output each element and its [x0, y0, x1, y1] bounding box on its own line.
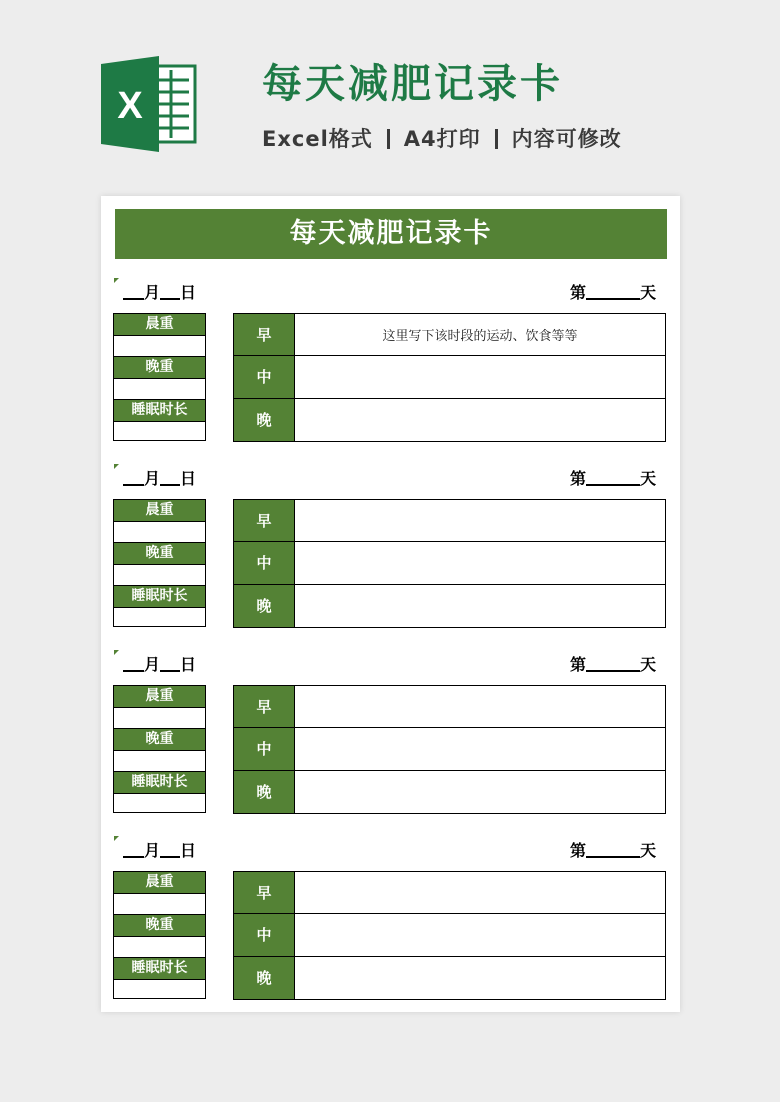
meal-row	[234, 771, 665, 813]
day-suffix: 天	[639, 283, 656, 302]
weight-input-cell[interactable]	[114, 422, 205, 442]
day-label: 日	[180, 841, 197, 860]
weight-label: 晚重	[114, 357, 205, 379]
date-field[interactable]	[123, 652, 196, 678]
weight-label: 晚重	[114, 915, 205, 937]
month-blank[interactable]	[123, 652, 144, 672]
day-suffix: 天	[639, 469, 656, 488]
meal-table	[233, 499, 666, 628]
cell-marker	[114, 464, 119, 469]
weight-input-cell[interactable]	[114, 379, 205, 400]
meal-note-cell[interactable]	[295, 399, 665, 441]
meal-table	[233, 685, 666, 814]
weight-label: 晚重	[114, 729, 205, 751]
meal-label: 早	[234, 686, 295, 727]
day-count-blank[interactable]	[586, 280, 640, 300]
meal-row	[234, 585, 665, 627]
month-blank[interactable]	[123, 280, 144, 300]
day-count-field[interactable]	[570, 466, 656, 492]
weight-label: 晨重	[114, 872, 205, 894]
cell-marker	[114, 278, 119, 283]
month-blank[interactable]	[123, 466, 144, 486]
meal-label: 中	[234, 728, 295, 769]
cell-marker	[114, 650, 119, 655]
day-count-field[interactable]	[570, 838, 656, 864]
day-prefix: 第	[569, 841, 586, 860]
meal-row	[234, 314, 665, 356]
meal-note-cell[interactable]	[295, 957, 665, 999]
day-count-blank[interactable]	[586, 652, 640, 672]
meal-note-cell[interactable]	[295, 771, 665, 813]
weight-table	[113, 499, 206, 627]
meal-label: 早	[234, 500, 295, 541]
meal-row	[234, 542, 665, 584]
month-label: 月	[144, 655, 161, 674]
weight-label: 晨重	[114, 686, 205, 708]
weight-label: 睡眠时长	[114, 400, 205, 422]
day-blank[interactable]	[160, 652, 180, 672]
day-count-field[interactable]	[570, 280, 656, 306]
subtitle	[262, 124, 622, 154]
day-count-blank[interactable]	[586, 838, 640, 858]
weight-input-cell[interactable]	[114, 980, 205, 1000]
record-card	[101, 196, 680, 1012]
meal-label: 早	[234, 314, 295, 355]
meal-note-cell[interactable]	[295, 542, 665, 583]
meal-label: 晚	[234, 957, 295, 999]
month-label: 月	[144, 841, 161, 860]
cell-marker	[114, 836, 119, 841]
meal-note-cell[interactable]	[295, 500, 665, 541]
weight-input-cell[interactable]	[114, 751, 205, 772]
weight-label: 睡眠时长	[114, 772, 205, 794]
weight-input-cell[interactable]	[114, 565, 205, 586]
subtitle-part: Excel格式	[262, 127, 373, 151]
month-label: 月	[144, 283, 161, 302]
day-count-field[interactable]	[570, 652, 656, 678]
separator	[495, 129, 498, 149]
day-section	[101, 464, 680, 639]
month-label: 月	[144, 469, 161, 488]
meal-label: 晚	[234, 771, 295, 813]
meal-row	[234, 356, 665, 398]
date-field[interactable]	[123, 838, 196, 864]
meal-row	[234, 500, 665, 542]
day-blank[interactable]	[160, 280, 180, 300]
weight-table	[113, 871, 206, 999]
weight-input-cell[interactable]	[114, 708, 205, 729]
meal-note-cell[interactable]	[295, 356, 665, 397]
meal-note-cell[interactable]: 这里写下该时段的运动、饮食等等	[382, 329, 578, 345]
day-label: 日	[180, 283, 197, 302]
day-label: 日	[180, 469, 197, 488]
meal-row	[234, 399, 665, 441]
page-title: 每天减肥记录卡	[262, 61, 563, 107]
meal-label: 中	[234, 542, 295, 583]
weight-input-cell[interactable]	[114, 336, 205, 357]
weight-input-cell[interactable]	[114, 937, 205, 958]
weight-input-cell[interactable]	[114, 522, 205, 543]
meal-label: 晚	[234, 399, 295, 441]
day-prefix: 第	[569, 283, 586, 302]
meal-label: 中	[234, 914, 295, 955]
meal-note-cell[interactable]	[295, 585, 665, 627]
day-count-blank[interactable]	[586, 466, 640, 486]
meal-row	[234, 728, 665, 770]
day-suffix: 天	[639, 655, 656, 674]
month-blank[interactable]	[123, 838, 144, 858]
weight-label: 睡眠时长	[114, 586, 205, 608]
day-section	[101, 278, 680, 453]
meal-row	[234, 686, 665, 728]
day-suffix: 天	[639, 841, 656, 860]
subtitle-part: 内容可修改	[511, 127, 622, 151]
weight-label: 睡眠时长	[114, 958, 205, 980]
weight-table	[113, 313, 206, 441]
meal-label: 晚	[234, 585, 295, 627]
weight-label: 晨重	[114, 314, 205, 336]
day-prefix: 第	[569, 655, 586, 674]
day-section	[101, 650, 680, 825]
weight-label: 晚重	[114, 543, 205, 565]
weight-table	[113, 685, 206, 813]
day-prefix: 第	[569, 469, 586, 488]
meal-row	[234, 872, 665, 914]
card-banner: 每天减肥记录卡	[115, 209, 667, 259]
meal-row	[234, 914, 665, 956]
meal-note-cell[interactable]	[295, 686, 665, 727]
weight-input-cell[interactable]	[114, 894, 205, 915]
date-field[interactable]	[123, 280, 196, 306]
day-label: 日	[180, 655, 197, 674]
meal-note-cell[interactable]	[295, 872, 665, 913]
logo-letter: X	[117, 85, 143, 127]
weight-input-cell[interactable]	[114, 794, 205, 814]
date-field[interactable]	[123, 466, 196, 492]
meal-table	[233, 313, 666, 442]
meal-row	[234, 957, 665, 999]
excel-icon	[101, 56, 197, 152]
subtitle-part: A4打印	[403, 127, 481, 151]
day-blank[interactable]	[160, 838, 180, 858]
meal-note-cell[interactable]	[295, 728, 665, 769]
meal-table	[233, 871, 666, 1000]
weight-label: 晨重	[114, 500, 205, 522]
meal-note-cell[interactable]	[295, 914, 665, 955]
separator	[387, 129, 390, 149]
day-section	[101, 836, 680, 1011]
day-blank[interactable]	[160, 466, 180, 486]
meal-label: 中	[234, 356, 295, 397]
weight-input-cell[interactable]	[114, 608, 205, 628]
meal-label: 早	[234, 872, 295, 913]
